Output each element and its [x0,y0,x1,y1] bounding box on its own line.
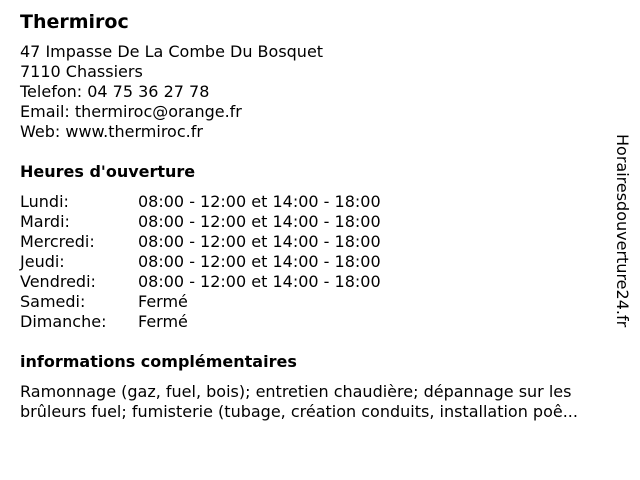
hours-row-thursday [20,252,620,272]
day-label: Lundi: [20,192,69,211]
hours-row-sunday [20,312,620,332]
day-label: Mercredi: [20,232,95,251]
day-hours: 08:00 - 12:00 et 14:00 - 18:00 [138,212,381,231]
day-hours: Fermé [138,292,188,311]
phone-line: Telefon: 04 75 36 27 78 [20,82,210,101]
day-hours: 08:00 - 12:00 et 14:00 - 18:00 [138,272,381,291]
web-line: Web: www.thermiroc.fr [20,122,203,141]
address-line-2: 7110 Chassiers [20,62,143,81]
additional-info-heading: informations complémentaires [20,352,297,371]
business-name: Thermiroc [20,11,129,33]
day-hours: 08:00 - 12:00 et 14:00 - 18:00 [138,192,381,211]
hours-row-friday [20,272,620,292]
day-hours: Fermé [138,312,188,331]
day-label: Dimanche: [20,312,107,331]
email-line: Email: thermiroc@orange.fr [20,102,242,121]
day-label: Vendredi: [20,272,96,291]
day-hours: 08:00 - 12:00 et 14:00 - 18:00 [138,232,381,251]
address-line-1: 47 Impasse De La Combe Du Bosquet [20,42,324,61]
day-label: Mardi: [20,212,70,231]
hours-row-saturday [20,292,620,312]
hours-row-wednesday [20,232,620,252]
day-label: Jeudi: [20,252,65,271]
day-label: Samedi: [20,292,86,311]
business-card [20,10,620,422]
hours-row-tuesday [20,212,620,232]
hours-row-monday [20,192,620,212]
opening-hours-heading: Heures d'ouverture [20,162,196,181]
site-watermark: Horairesdouverture24.fr [613,134,632,328]
additional-info-line-2: brûleurs fuel; fumisterie (tubage, création conduits, installation poê... [20,402,578,421]
day-hours: 08:00 - 12:00 et 14:00 - 18:00 [138,252,381,271]
additional-info-line-1: Ramonnage (gaz, fuel, bois); entretien chaudière; dépannage sur les [20,382,572,401]
additional-info-text [20,382,628,422]
